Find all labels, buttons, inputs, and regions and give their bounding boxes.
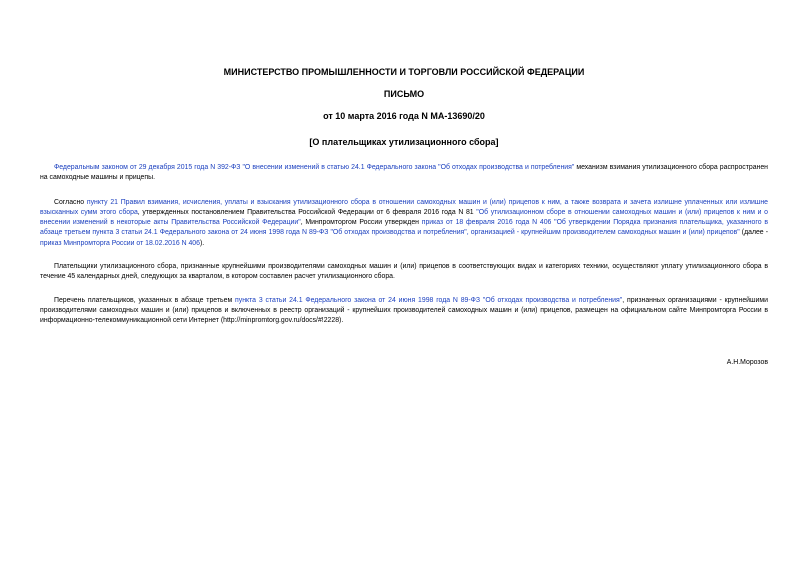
document-body <box>40 66 768 337</box>
document-subject: [О плательщиках утилизационного сбора] <box>309 137 499 147</box>
paragraph-2-text-3: , Минпромторгом России утвержден <box>300 219 422 227</box>
federal-law-link[interactable]: Федеральным законом от 29 декабря 2015 года N 392-ФЗ "О внесении изменений в статью 24.1 Федерального закона "Об отходах производства и потребления" <box>54 164 575 171</box>
federal-law-89-link[interactable]: пункта 3 статьи 24.1 Федерального закона от 24 июня 1998 года N 89-ФЗ "Об отходах производства и потребления" <box>235 296 623 304</box>
paragraph-2 <box>40 198 768 249</box>
order-406-short-link[interactable]: приказ Минпромторга России от 18.02.2016 N 406 <box>40 239 200 247</box>
paragraph-2-text-5: ). <box>199 239 205 247</box>
signature: А.Н.Морозов <box>726 359 768 366</box>
document-date-number: от 10 марта 2016 года N МА-13690/20 <box>323 111 485 121</box>
paragraph-1-text: механизм взимания утилизационного сбора распространен на самоходные машины и прицепы. <box>40 164 768 182</box>
paragraph-2-text-2: , утвержденных постановлением Правительства Российской Федерации от 6 февраля 2016 года N 81 <box>137 208 477 216</box>
paragraph-4-text-1: Перечень плательщиков, указанных в абзаце третьем <box>54 296 236 304</box>
rules-point-21-link[interactable]: пункту 21 Правил взимания, исчисления, уплаты и взыскания утилизационного сбора в отношении самоходных машин и (или) прицепов к ним, а также возврата и зачета излишне уплаченных или излишне взысканных сумм этого сбора <box>40 198 768 216</box>
paragraph-1 <box>40 163 768 184</box>
ministry-title: МИНИСТЕРСТВО ПРОМЫШЛЕННОСТИ И ТОРГОВЛИ РОССИЙСКОЙ ФЕДЕРАЦИИ <box>223 67 585 77</box>
paragraph-3: Плательщики утилизационного сбора, признанные крупнейшими производителями самоходных машин и (или) прицепов в соответствующих видах и категориях техники, осуществляют уплату утилизационного сбора в течение 45 календарных дней, следующих за кварталом, в котором составлен расчет утилизационного сбора. <box>40 263 768 281</box>
paragraph-4-text-2: , признанных организациями - крупнейшими производителями самоходных машин и (или) прицепов и включенных в реестр организаций - крупнейших производителей самоходных машин и (или) прицепов, размещен на официальном сайте Минпромторга России в информационно-телекоммуникационной сети Интернет (http://minpromtorg.gov.ru/docs/#!2228). <box>40 296 768 325</box>
paragraph-2-text-4: (далее - <box>739 229 769 237</box>
order-406-link[interactable]: приказ от 18 февраля 2016 года N 406 "Об утверждении Порядка признания плательщика, указанного в абзаце третьем пункта 3 статьи 24.1 Федерального закона от 24 июня 1998 года N 89-ФЗ "Об отходах производства и потребления", организацией - крупнейшим производителем самоходных машин и (или) прицепов" <box>40 219 768 237</box>
resolution-81-link[interactable]: "Об утилизационном сборе в отношении самоходных машин и (или) прицепов к ним и о внесении изменений в некоторые акты Правительства Российской Федерации" <box>40 208 769 227</box>
paragraph-2-text-1: Согласно <box>54 198 87 206</box>
paragraph-4 <box>40 296 768 327</box>
document-type: ПИСЬМО <box>383 89 425 99</box>
